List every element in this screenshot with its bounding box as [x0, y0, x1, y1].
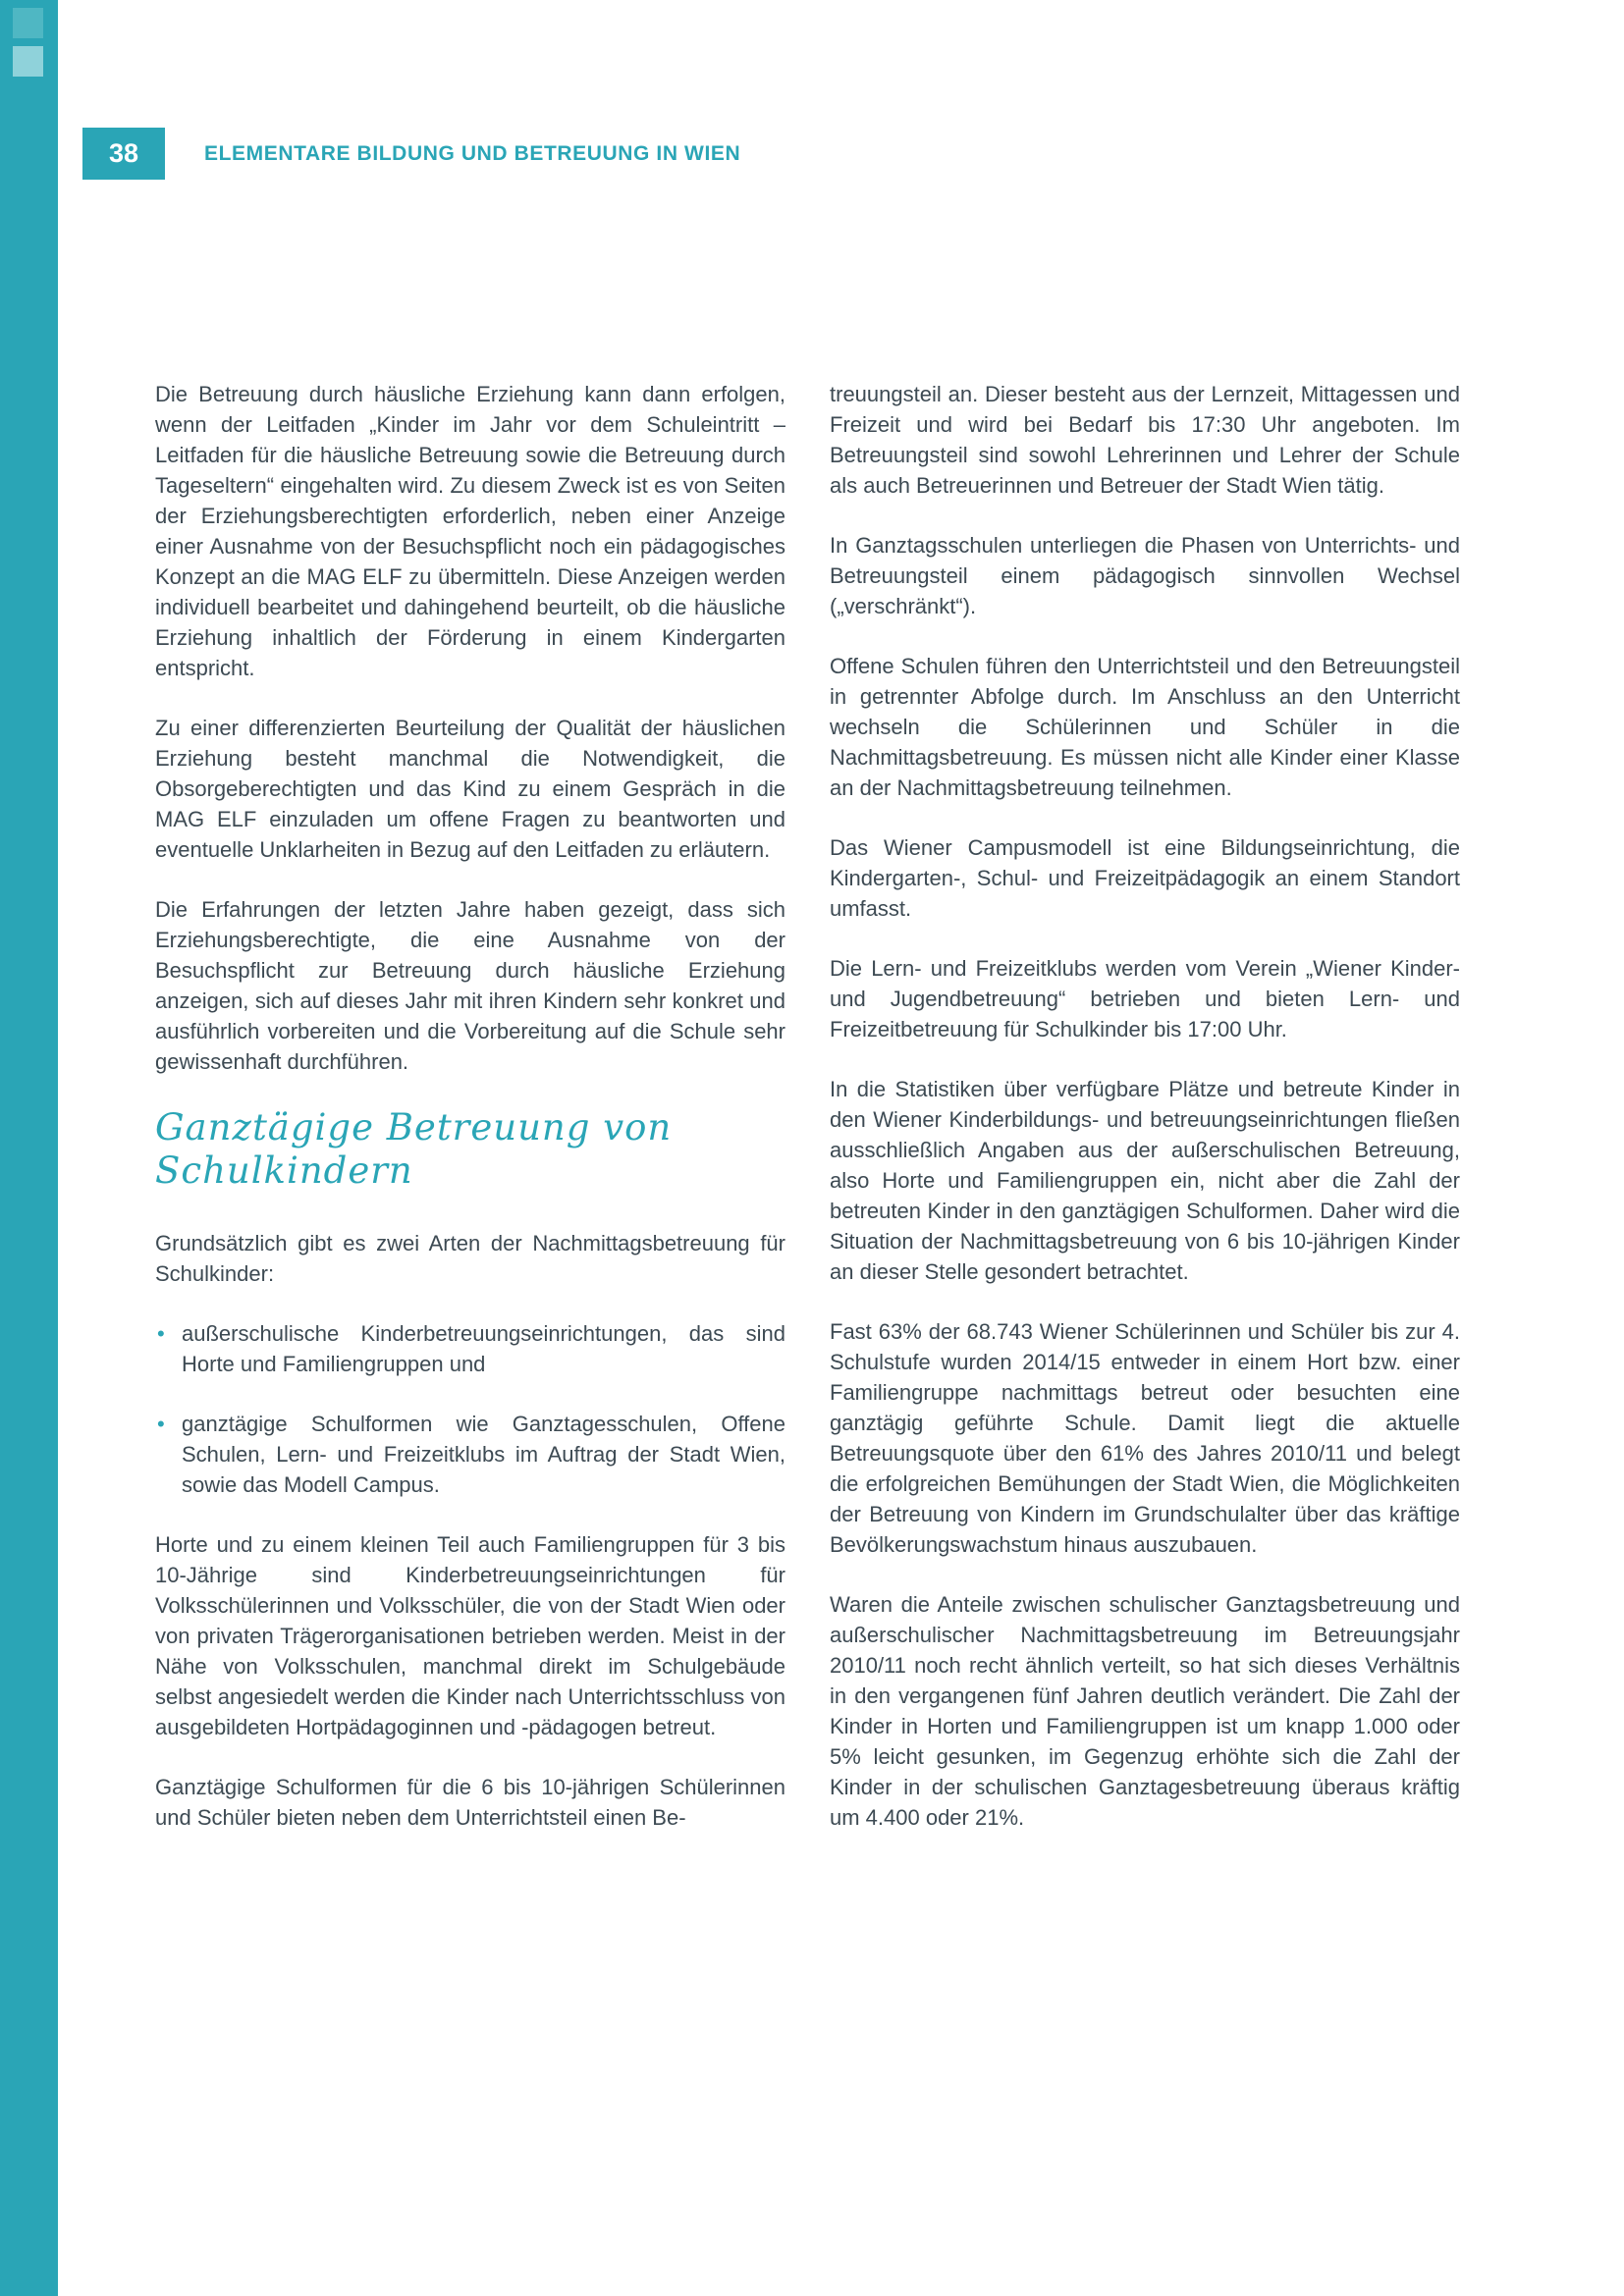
- left-column: [155, 379, 785, 1862]
- bullet-list: [155, 1318, 785, 1500]
- body-paragraph: In die Statistiken über verfügbare Plätze und betreute Kinder in den Wiener Kinderbildungs- und betreuungseinrichtungen fließen ausschließlich Angaben aus der außerschulischen Betreuung, also Horte und Familiengruppen ein, nicht aber die Zahl der betreuten Kinder in den ganztägigen Schulformen. Daher wird die Situation der Nachmittagsbetreuung von 6 bis 10-jährigen Kinder an dieser Stelle gesondert betrachtet.: [830, 1077, 1460, 1284]
- body-paragraph: Horte und zu einem kleinen Teil auch Familiengruppen für 3 bis 10-Jährige sind Kinderbetreuungseinrichtungen für Volksschülerinnen und Volksschüler, die von der Stadt Wien oder von privaten Trägerorganisationen betrieben werden. Meist in der Nähe von Volksschulen, manchmal direkt im Schulgebäude selbst angesiedelt werden die Kinder nach Unterrichtsschluss von ausgebildeten Hortpädagoginnen und -pädagogen betreut.: [155, 1532, 785, 1739]
- body-paragraph: In Ganztagsschulen unterliegen die Phasen von Unterrichts- und Betreuungsteil einem pädagogisch sinnvollen Wechsel („verschränkt“).: [830, 533, 1460, 618]
- body-paragraph: Die Lern- und Freizeitklubs werden vom Verein „Wiener Kinder- und Jugendbetreuung“ betrieben und bieten Lern- und Freizeitbetreuung für Schulkinder bis 17:00 Uhr.: [830, 956, 1460, 1041]
- body-paragraph: Fast 63% der 68.743 Wiener Schülerinnen und Schüler bis zur 4. Schulstufe wurden 2014/15 entweder in einem Hort bzw. einer Familiengruppe nachmittags betreut oder besuchten eine ganztägig geführte Schule. Damit liegt die aktuelle Betreuungsquote über den 61% des Jahres 2010/11 und belegt die erfolgreichen Bemühungen der Stadt Wien, die Möglichkeiten der Betreuung von Kindern im Grundschulalter über das kräftige Bevölkerungswachstum hinaus auszubauen.: [830, 1319, 1460, 1557]
- body-paragraph: Die Betreuung durch häusliche Erziehung kann dann erfolgen, wenn der Leitfaden „Kinder im Jahr vor dem Schuleintritt – Leitfaden für die häusliche Betreuung sowie die Betreuung durch Tageseltern“ eingehalten wird. Zu diesem Zweck ist es von Seiten der Erziehungsberechtigten erforderlich, neben einer Anzeige einer Ausnahme von der Besuchspflicht noch ein pädagogisches Konzept an die MAG ELF zu übermitteln. Diese Anzeigen werden individuell bearbeitet und dahingehend beurteilt, ob die häusliche Erziehung inhaltlich der Förderung in einem Kindergarten entspricht.: [155, 382, 785, 680]
- body-paragraph: treuungsteil an. Dieser besteht aus der Lernzeit, Mittagessen und Freizeit und wird bei Bedarf bis 17:30 Uhr angeboten. Im Betreuungsteil sind sowohl Lehrerinnen und Lehrer der Schule als auch Betreuerinnen und Betreuer der Stadt Wien tätig.: [830, 382, 1460, 498]
- sidebar-accent: [0, 0, 58, 2296]
- page-content: [155, 379, 1461, 1862]
- body-paragraph: Die Erfahrungen der letzten Jahre haben gezeigt, dass sich Erziehungsberechtigte, die eine Ausnahme von der Besuchspflicht zur Betreuung durch häusliche Erziehung anzeigen, sich auf dieses Jahr mit ihren Kindern sehr konkret und ausführlich vorbereiten und die Vorbereitung auf die Schule sehr gewissenhaft durchführen.: [155, 897, 785, 1074]
- sidebar-square: [13, 8, 43, 38]
- section-heading: Ganztägige Betreuung von Schulkindern: [155, 1106, 673, 1192]
- body-paragraph: Zu einer differenzierten Beurteilung der Qualität der häuslichen Erziehung besteht manchmal die Notwendigkeit, die Obsorgeberechtigten und das Kind zu einem Gespräch in die MAG ELF einzuladen um offene Fragen zu beantworten und eventuelle Unklarheiten in Bezug auf den Leitfaden zu erläutern.: [155, 716, 785, 862]
- body-paragraph: Das Wiener Campusmodell ist eine Bildungseinrichtung, die Kindergarten-, Schul- und Freizeitpädagogik an einem Standort umfasst.: [830, 835, 1460, 921]
- bullet-item: • ganztägige Schulformen wie Ganztagesschulen, Offene Schulen, Lern- und Freizeitklubs im Auftrag der Stadt Wien, sowie das Modell Campus.: [155, 1409, 785, 1500]
- page-number: 38: [82, 128, 165, 180]
- right-column: [830, 379, 1460, 1862]
- sidebar-square: [13, 46, 43, 77]
- bullet-item: • außerschulische Kinderbetreuungseinrichtungen, das sind Horte und Familiengruppen und: [155, 1318, 785, 1379]
- body-paragraph: Offene Schulen führen den Unterrichtsteil und den Betreuungsteil in getrennter Abfolge durch. Im Anschluss an den Unterricht wechseln die Schülerinnen und Schüler in die Nachmittagsbetreuung. Es müssen nicht alle Kinder einer Klasse an der Nachmittagsbetreuung teilnehmen.: [830, 654, 1460, 800]
- body-paragraph: Ganztägige Schulformen für die 6 bis 10-jährigen Schülerinnen und Schüler bieten neben dem Unterrichtsteil einen Be-: [155, 1775, 785, 1830]
- header-title: ELEMENTARE BILDUNG UND BETREUUNG IN WIEN: [204, 141, 741, 165]
- body-paragraph: Grundsätzlich gibt es zwei Arten der Nachmittagsbetreuung für Schulkinder:: [155, 1231, 785, 1286]
- body-paragraph: Waren die Anteile zwischen schulischer Ganztagsbetreuung und außerschulischer Nachmittagsbetreuung im Betreuungsjahr 2010/11 noch recht ähnlich verteilt, so hat sich dieses Verhältnis in den vergangenen fünf Jahren deutlich verändert. Die Zahl der Kinder in Horten und Familiengruppen ist um knapp 1.000 oder 5% leicht gesunken, im Gegenzug erhöhte sich die Zahl der Kinder in der schulischen Ganztagesbetreuung überaus kräftig um 4.400 oder 21%.: [830, 1592, 1460, 1830]
